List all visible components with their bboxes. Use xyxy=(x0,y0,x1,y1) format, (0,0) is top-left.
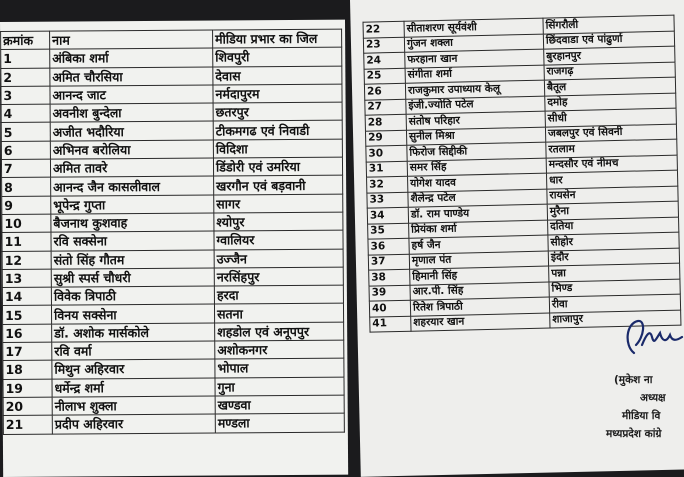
district-cell: पन्ना xyxy=(549,263,680,281)
table-row xyxy=(2,285,343,306)
serial-cell: 12 xyxy=(2,251,51,270)
district-cell: धार xyxy=(546,170,677,188)
district-cell: छिंदवाडा एवं पांढुर्णा xyxy=(543,31,674,49)
table-row xyxy=(1,66,342,87)
district-cell: रायसेन xyxy=(547,186,678,204)
header-serial: क्रमांक xyxy=(1,31,50,50)
serial-cell: 11 xyxy=(2,232,51,251)
district-cell: जबलपुर एवं सिवनी xyxy=(545,124,676,142)
table-row xyxy=(1,84,342,105)
name-cell: आनन्द जाट xyxy=(50,85,213,104)
serial-cell: 17 xyxy=(3,342,52,361)
table-row xyxy=(2,249,343,270)
serial-cell: 28 xyxy=(365,114,406,130)
district-cell: राजगढ़ xyxy=(544,62,675,80)
name-cell: फिरोज सिद्दीकी xyxy=(407,142,546,161)
serial-cell: 7 xyxy=(1,159,50,178)
name-cell: अमित तावरे xyxy=(50,158,213,177)
name-cell: शैलेन्द्र पटेल xyxy=(408,189,547,208)
name-cell: फरहाना खान xyxy=(405,49,544,68)
district-cell: टीकमगढ एवं निवाडी xyxy=(213,121,342,140)
district-cell: मन्दसौर एवं नीमच xyxy=(546,155,677,173)
serial-cell: 38 xyxy=(369,269,410,285)
district-cell: खरगौन एवं बड़वानी xyxy=(214,175,343,194)
district-cell: सतना xyxy=(214,304,343,323)
name-cell: मिथुन अहिरवार xyxy=(52,359,215,378)
table-row xyxy=(2,212,343,233)
serial-cell: 39 xyxy=(369,285,410,301)
serial-cell: 5 xyxy=(1,123,50,142)
district-cell: विदिशा xyxy=(213,139,342,158)
district-cell: गुना xyxy=(215,377,344,396)
district-cell: शहडोल एवं अनूपपुर xyxy=(215,322,344,341)
serial-cell: 23 xyxy=(363,37,404,53)
table-header-row xyxy=(1,29,342,50)
name-cell: गुंजन शक्ला xyxy=(404,34,543,53)
table-row xyxy=(1,47,342,68)
district-cell: बुरहानपुर xyxy=(544,46,675,64)
serial-cell: 41 xyxy=(370,316,411,332)
name-cell: योगेश यादव xyxy=(408,173,547,192)
name-cell: अजीत भदौरिया xyxy=(50,121,213,140)
serial-cell: 31 xyxy=(366,161,407,177)
serial-cell: 8 xyxy=(2,178,51,197)
table-row xyxy=(2,194,343,215)
name-cell: सुनील मिश्रा xyxy=(406,127,545,146)
district-cell: खण्डवा xyxy=(215,395,344,414)
table-row xyxy=(2,230,343,251)
name-cell: संतो सिंह गौतम xyxy=(51,250,214,269)
left-table xyxy=(0,29,345,435)
district-cell: नर्मदापुरम xyxy=(213,84,342,103)
name-cell: इंजी.ज्योति पटेल xyxy=(406,96,545,115)
table-row xyxy=(2,175,343,196)
left-page xyxy=(0,20,348,477)
name-cell: सीताशरण सूर्यवंशी xyxy=(404,18,543,37)
serial-cell: 25 xyxy=(364,68,405,84)
serial-cell: 35 xyxy=(368,223,409,239)
district-cell: भोपाल xyxy=(215,358,344,377)
table-row xyxy=(1,139,342,160)
table-row xyxy=(2,267,343,288)
district-cell: बैतूल xyxy=(544,77,675,95)
table-row xyxy=(3,358,344,379)
district-cell: दमोह xyxy=(545,93,676,111)
serial-cell: 1 xyxy=(1,49,50,68)
name-cell: हर्ष जैन xyxy=(409,235,548,254)
district-cell: अशोकनगर xyxy=(215,340,344,359)
serial-cell: 6 xyxy=(1,141,50,160)
table-row xyxy=(3,377,344,398)
name-cell: बैजनाथ कुशवाह xyxy=(51,213,214,232)
district-cell: उज्जैन xyxy=(214,249,343,268)
table-row xyxy=(1,157,342,178)
signatory-department: मीडिया वि xyxy=(622,410,661,422)
name-cell: संतोष परिहार xyxy=(406,111,545,130)
header-name: नाम xyxy=(50,30,213,49)
district-cell: भिण्ड xyxy=(549,279,680,297)
name-cell: रितेश त्रिपाठी xyxy=(410,297,549,316)
name-cell: सुश्री स्पर्स चौधरी xyxy=(51,268,214,287)
district-cell: देवास xyxy=(213,66,342,85)
district-cell: ग्वालियर xyxy=(214,230,343,249)
serial-cell: 9 xyxy=(2,196,51,215)
serial-cell: 26 xyxy=(364,83,405,99)
serial-cell: 29 xyxy=(365,130,406,146)
district-cell: सीहोर xyxy=(548,232,679,250)
name-cell: धर्मेन्द्र शर्मा xyxy=(52,378,215,397)
serial-cell: 37 xyxy=(368,254,409,270)
name-cell: प्रदीप अहिरवार xyxy=(52,414,215,433)
table-row xyxy=(2,304,343,325)
table-row xyxy=(3,322,344,343)
name-cell: भूपेन्द्र गुप्ता xyxy=(51,195,214,214)
name-cell: विवेक त्रिपाठी xyxy=(51,286,214,305)
district-cell: सिंगरौली xyxy=(543,15,674,33)
district-cell: हरदा xyxy=(214,285,343,304)
serial-cell: 22 xyxy=(363,21,404,37)
name-cell: डॉ. राम पाण्डेय xyxy=(408,204,547,223)
serial-cell: 24 xyxy=(364,52,405,68)
serial-cell: 33 xyxy=(367,192,408,208)
serial-cell: 21 xyxy=(3,415,52,434)
serial-cell: 18 xyxy=(3,360,52,379)
serial-cell: 20 xyxy=(3,397,52,416)
serial-cell: 2 xyxy=(1,68,50,87)
table-row xyxy=(1,102,342,123)
serial-cell: 14 xyxy=(2,287,51,306)
name-cell: आनन्द जैन कासलीवाल xyxy=(51,176,214,195)
serial-cell: 4 xyxy=(1,104,50,123)
district-cell: शिवपुरी xyxy=(213,47,342,66)
district-cell: इंदौर xyxy=(548,248,679,266)
signature-block xyxy=(600,315,684,465)
district-cell: नरसिंहपुर xyxy=(214,267,343,286)
serial-cell: 15 xyxy=(2,306,51,325)
serial-cell: 16 xyxy=(3,324,52,343)
serial-cell: 34 xyxy=(367,207,408,223)
signatory-designation: अध्यक्ष xyxy=(640,392,666,404)
district-cell: शाजापुर xyxy=(550,310,681,328)
name-cell: समर सिंह xyxy=(407,158,546,177)
name-cell: आर.पी. सिंह xyxy=(410,282,549,301)
right-table xyxy=(362,15,681,333)
district-cell: दतिया xyxy=(548,217,679,235)
serial-cell: 32 xyxy=(367,176,408,192)
name-cell: अंबिका शर्मा xyxy=(50,48,213,67)
name-cell: राजकुमार उपाध्याय केलू xyxy=(405,80,544,99)
serial-cell: 36 xyxy=(368,238,409,254)
serial-cell: 19 xyxy=(3,379,52,398)
signatory-name: (मुकेश ना xyxy=(614,374,653,386)
district-cell: मुरैना xyxy=(547,201,678,219)
serial-cell: 10 xyxy=(2,214,51,233)
name-cell: विनय सक्सेना xyxy=(51,304,214,323)
district-cell: रीवा xyxy=(549,294,680,312)
name-cell: रवि वर्मा xyxy=(52,341,215,360)
serial-cell: 27 xyxy=(365,99,406,115)
district-cell: रतलाम xyxy=(546,139,677,157)
district-cell: सीधी xyxy=(545,108,676,126)
district-cell: श्योपुर xyxy=(214,212,343,231)
serial-cell: 40 xyxy=(369,300,410,316)
district-cell: छतरपुर xyxy=(213,102,342,121)
district-cell: सागर xyxy=(214,194,343,213)
signature-mark-icon xyxy=(620,315,684,361)
district-cell: डिंडोरी एवं उमरिया xyxy=(213,157,342,176)
table-row xyxy=(1,121,342,142)
signatory-organization: मध्यप्रदेश कांग्रे xyxy=(606,428,662,440)
serial-cell: 30 xyxy=(366,145,407,161)
district-cell: मण्डला xyxy=(215,413,344,432)
name-cell: अवनीश बुन्देला xyxy=(50,103,213,122)
name-cell: रवि सक्सेना xyxy=(51,231,214,250)
name-cell: अभिनव बरोलिया xyxy=(50,140,213,159)
name-cell: नीलाभ शुक्ला xyxy=(52,396,215,415)
name-cell: हिमानी सिंह xyxy=(410,266,549,285)
header-district: मीडिया प्रभार का जिल xyxy=(213,29,342,48)
name-cell: मृणाल पंत xyxy=(409,251,548,270)
name-cell: प्रियंका शर्मा xyxy=(409,220,548,239)
name-cell: डॉ. अशोक मार्सकोले xyxy=(52,323,215,342)
table-row xyxy=(3,340,344,361)
name-cell: संगीता शर्मा xyxy=(405,65,544,84)
table-row xyxy=(3,395,344,416)
name-cell: शहरयार खान xyxy=(411,313,550,332)
table-row xyxy=(3,413,344,434)
serial-cell: 13 xyxy=(2,269,51,288)
serial-cell: 3 xyxy=(1,86,50,105)
name-cell: अमित चौरसिया xyxy=(50,67,213,86)
